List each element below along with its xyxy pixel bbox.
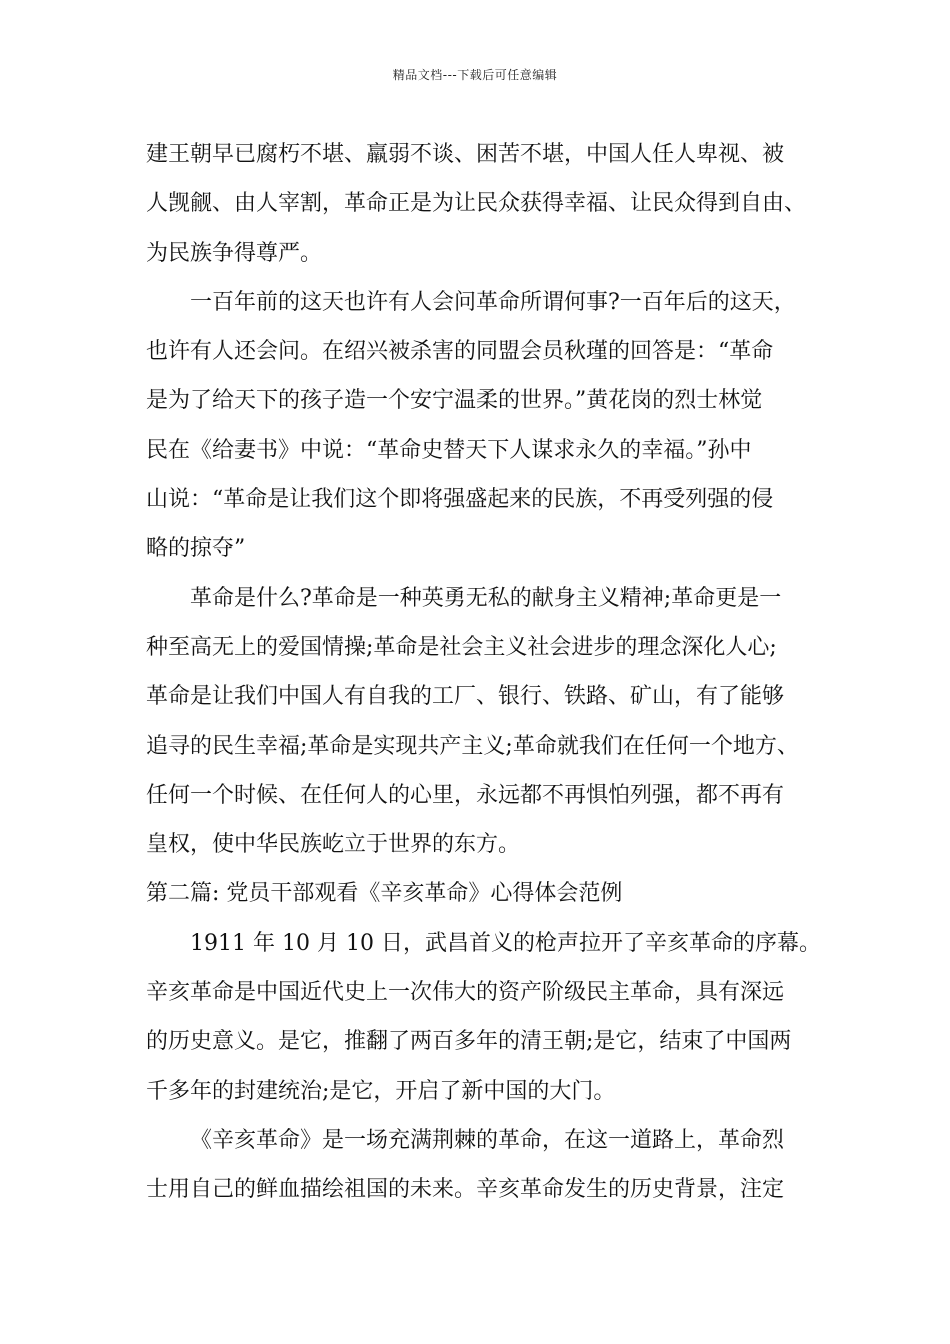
text-line: 追寻的民生幸福;革命是实现共产主义;革命就我们在任何一个地方、 bbox=[146, 733, 799, 759]
text-line: 一百年前的这天也许有人会问革命所谓何事?一百年后的这天， bbox=[190, 289, 796, 315]
text-line: 是为了给天下的孩子造一个安宁温柔的世界。”黄花岗的烈士林觉 bbox=[146, 388, 763, 414]
text-line: 的历史意义。是它，推翻了两百多年的清王朝;是它，结束了中国两 bbox=[146, 1029, 792, 1055]
text-line: 种至高无上的爱国情操;革命是社会主义社会进步的理念深化人心; bbox=[146, 634, 777, 660]
text-line: 建王朝早已腐朽不堪、羸弱不谈、困苦不堪，中国人任人卑视、被 bbox=[146, 142, 785, 167]
document-body bbox=[146, 130, 826, 1215]
section-heading: 第二篇: 党员干部观看《辛亥革命》心得体会范例 bbox=[146, 881, 623, 907]
text-line: 为民族争得尊严。 bbox=[146, 240, 323, 266]
text-line: 革命是让我们中国人有自我的工厂、银行、铁路、矿山，有了能够 bbox=[146, 684, 785, 710]
text-line: 略的掠夺” bbox=[146, 536, 246, 562]
page-header: 精品文档---下载后可任意编辑 bbox=[392, 68, 558, 82]
text-line: 人觊觎、由人宰割，革命正是为让民众获得幸福、让民众得到自由、 bbox=[146, 191, 807, 217]
text-line: 民在《给妻书》中说：“革命史替天下人谋求永久的幸福。”孙中 bbox=[146, 437, 752, 463]
text-line: 辛亥革命是中国近代史上一次伟大的资产阶级民主革命，具有深远 bbox=[146, 980, 785, 1006]
text-line: 1911 年 10 月 10 日，武昌首义的枪声拉开了辛亥革命的序幕。 bbox=[190, 930, 821, 956]
text-line: 任何一个时候、在任何人的心里，永远都不再惧怕列强，都不再有 bbox=[146, 782, 785, 808]
text-line: 皇权，使中华民族屹立于世界的东方。 bbox=[146, 832, 521, 858]
text-line: 革命是什么?革命是一种英勇无私的献身主义精神;革命更是一 bbox=[190, 585, 782, 611]
text-line: 也许有人还会问。在绍兴被杀害的同盟会员秋瑾的回答是：“革命 bbox=[146, 339, 774, 365]
text-line: 山说：“革命是让我们这个即将强盛起来的民族，不再受列强的侵 bbox=[146, 487, 774, 513]
text-line: 《辛亥革命》是一场充满荆棘的革命，在这一道路上，革命烈 bbox=[190, 1127, 785, 1153]
text-line: 千多年的封建统治;是它，开启了新中国的大门。 bbox=[146, 1078, 616, 1104]
text-line: 士用自己的鲜血描绘祖国的未来。辛亥革命发生的历史背景，注定 bbox=[146, 1177, 785, 1203]
